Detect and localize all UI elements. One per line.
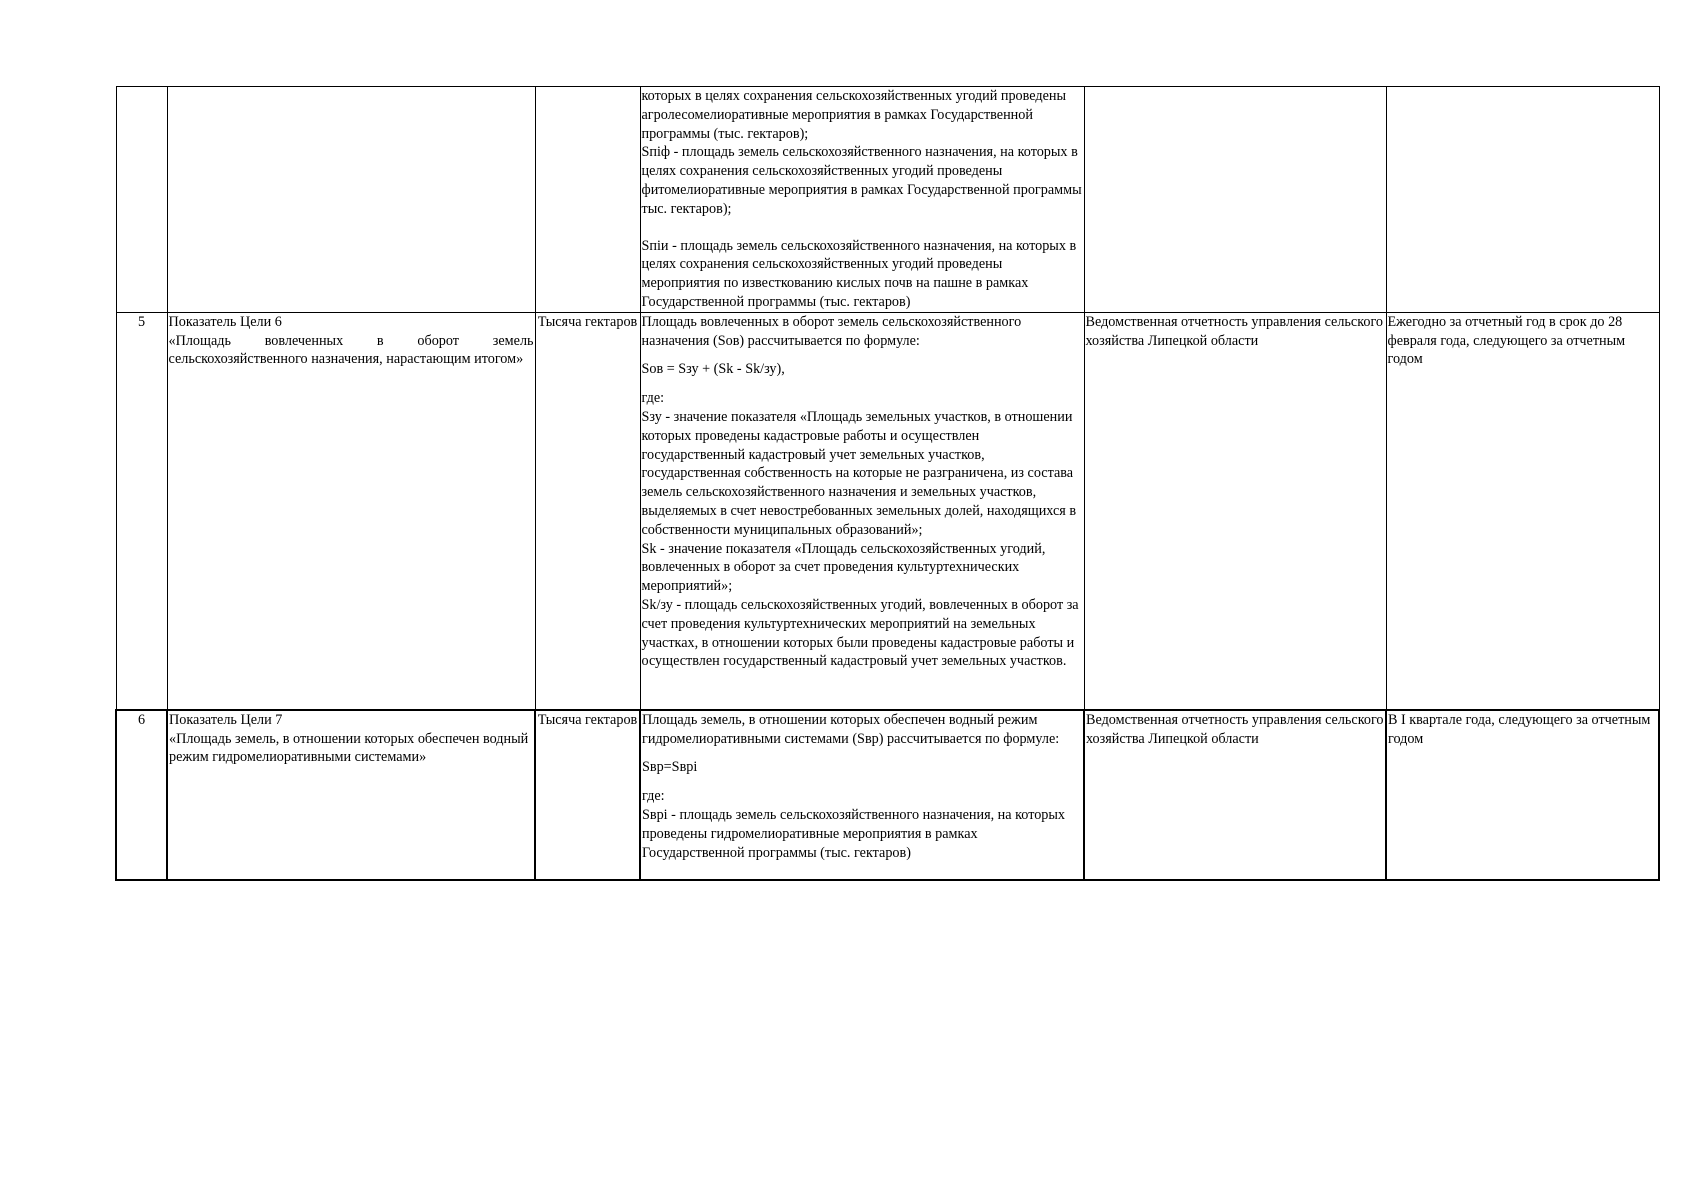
indicator-quote: «Площадь земель, в отношении которых обеспечен водный режим гидромелиоративными системами»	[169, 730, 529, 766]
method-definition: Sk - значение показателя «Площадь сельскохозяйственных угодий, вовлеченных в оборот за счет проведения культуртехнических мероприятий»;	[641, 540, 1046, 595]
unit-cell: Тысяча гектаров	[535, 710, 640, 880]
deadline-cell: Ежегодно за отчетный год в срок до 28 февраля года, следующего за отчетным годом	[1386, 312, 1659, 710]
row-number-cell: 6	[116, 710, 167, 880]
data-source-cell	[1084, 87, 1386, 313]
indicator-title: Показатель Цели 7	[169, 711, 283, 728]
unit-cell	[535, 87, 640, 313]
table-row-indicator-5	[116, 312, 1659, 710]
table-row-continuation	[116, 87, 1659, 313]
method-where: где:	[641, 390, 665, 407]
method-formula: Sвр=Sврi	[642, 759, 698, 776]
deadline-cell: В I квартале года, следующего за отчетным годом	[1386, 710, 1659, 880]
indicator-title: Показатель Цели 6	[168, 313, 282, 330]
method-formula: Sов = Sзу + (Sk - Sk/зу),	[641, 361, 785, 378]
indicator-name-cell	[167, 710, 535, 880]
method-paragraph: Sпiи - площадь земель сельскохозяйственного назначения, на которых в целях сохранения сельскохозяйственных угодий проведены мероприятия по известкованию кислых почв на пашне в рамках Государственной программы (тыс. гектаров)	[641, 237, 1077, 310]
method-paragraph: которых в целях сохранения сельскохозяйственных угодий проведены агролесомелиоративные мероприятия в рамках Государственной программы (тыс. гектаров);	[641, 88, 1067, 142]
calculation-method-cell	[640, 87, 1084, 313]
unit-cell: Тысяча гектаров	[535, 312, 640, 710]
method-paragraph: Sпiф - площадь земель сельскохозяйственного назначения, на которых в целях сохранения сельскохозяйственных угодий проведены фитомелиоративные мероприятия в рамках Государственной программы тыс. гектаров);	[641, 144, 1082, 217]
data-source-cell: Ведомственная отчетность управления сельского хозяйства Липецкой области	[1084, 312, 1386, 710]
method-intro: Площадь земель, в отношении которых обеспечен водный режим гидромелиоративными системами (Sвр) рассчитывается по формуле:	[642, 711, 1060, 747]
method-definition: Sk/зу - площадь сельскохозяйственных угодий, вовлеченных в оборот за счет проведения культуртехнических мероприятий на земельных участках, в отношении которых были проведены кадастровые работы и осуществлен государственный кадастровый учет земельных участков.	[641, 596, 1079, 670]
row-number-cell: 5	[116, 312, 167, 710]
calculation-method-cell	[640, 312, 1084, 710]
row-number-cell	[116, 87, 167, 313]
table-row-indicator-6	[116, 710, 1659, 880]
method-definition: Sзу - значение показателя «Площадь земельных участков, в отношении которых проведены кадастровые работы и осуществлен государственный кадастровый учет земельных участков, государственная собственность на которые не разграничена, из состава земель сельскохозяйственного назначения и земельных участков, выделяемых в счет невостребованных земельных долей, находящихся в собственности муниципальных образований»;	[641, 408, 1077, 538]
indicator-name-cell	[167, 87, 535, 313]
method-definition: Sврi - площадь земель сельскохозяйственного назначения, на которых проведены гидромелиоративные мероприятия в рамках Государственной программы (тыс. гектаров)	[642, 806, 1066, 861]
data-source-cell: Ведомственная отчетность управления сельского хозяйства Липецкой области	[1084, 710, 1386, 880]
indicator-quote: «Площадь вовлеченных в оборот земель сельскохозяйственного назначения, нарастающим итогом»	[168, 332, 534, 368]
indicators-table	[115, 86, 1660, 881]
calculation-method-cell	[640, 710, 1084, 880]
deadline-cell	[1386, 87, 1659, 313]
method-intro: Площадь вовлеченных в оборот земель сельскохозяйственного назначения (Sов) рассчитывается по формуле:	[641, 313, 1022, 349]
indicator-name-cell	[167, 312, 535, 710]
method-where: где:	[642, 788, 665, 805]
